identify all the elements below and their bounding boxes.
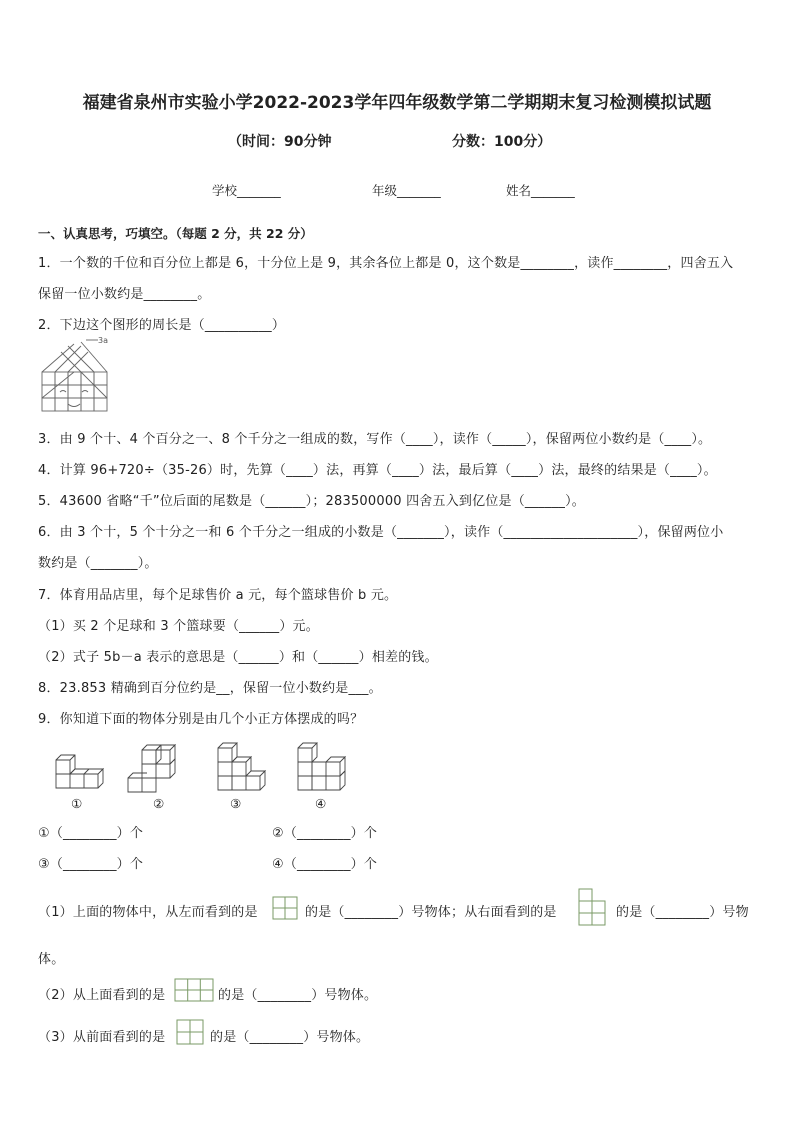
question-1-line-2: 保留一位小数约是________。 bbox=[38, 287, 211, 302]
question-7-part-2: （2）式子 5b－a 表示的意思是（______）和（______）相差的钱。 bbox=[38, 650, 438, 665]
question-9-part-1-a: （1）上面的物体中，从左而看到的是 bbox=[38, 905, 258, 920]
view-3x2-grid bbox=[174, 978, 214, 1002]
question-9-part-2-b: 的是（________）号物体。 bbox=[218, 988, 378, 1003]
question-4: 4．计算 96+720÷（35-26）时，先算（____）法，再算（____）法，最后算（____）法，最终的结果是（____）。 bbox=[38, 463, 717, 478]
question-3: 3．由 9 个十、4 个百分之一、8 个千分之一组成的数，写作（____），读作（_____），保留两位小数约是（____）。 bbox=[38, 432, 712, 447]
figure-label-1: ① bbox=[71, 796, 83, 811]
question-2: 2．下边这个图形的周长是（__________） bbox=[38, 318, 286, 333]
page-title: 福建省泉州市实验小学2022-2023学年四年级数学第二学期期末复习检测模拟试题 bbox=[82, 93, 712, 113]
school-field[interactable]: 学校_______ bbox=[212, 183, 281, 198]
question-9: 9．你知道下面的物体分别是由几个小正方体摆成的吗？ bbox=[38, 712, 364, 727]
answer-figure-4: ④（________）个 bbox=[272, 857, 378, 872]
question-7-part-1: （1）买 2 个足球和 3 个篮球要（______）元。 bbox=[38, 619, 319, 634]
figure-dimension-label: 3a bbox=[98, 336, 108, 345]
answer-figure-2: ②（________）个 bbox=[272, 826, 378, 841]
question-9-part-1-b: 的是（________）号物体；从右面看到的是 bbox=[305, 905, 557, 920]
perimeter-figure bbox=[36, 334, 116, 416]
name-field[interactable]: 姓名_______ bbox=[506, 183, 575, 198]
question-9-part-1-line-2: 体。 bbox=[38, 952, 65, 967]
exam-score: 分数：100分） bbox=[452, 134, 552, 150]
question-6-line-1: 6．由 3 个十，5 个十分之一和 6 个千分之一组成的小数是（_______），读作（____________________），保留两位小 bbox=[38, 525, 724, 540]
cube-figures bbox=[50, 738, 370, 798]
figure-label-2: ② bbox=[153, 796, 165, 811]
view-2x1-grid bbox=[272, 896, 298, 920]
exam-time: （时间：90分钟 bbox=[228, 134, 332, 150]
view-2x2-grid bbox=[176, 1019, 204, 1045]
question-8: 8．23.853 精确到百分位约是__，保留一位小数约是___。 bbox=[38, 681, 382, 696]
grade-field[interactable]: 年级_______ bbox=[372, 183, 441, 198]
figure-label-4: ④ bbox=[315, 796, 327, 811]
question-9-part-2-a: （2）从上面看到的是 bbox=[38, 988, 166, 1003]
answer-figure-1: ①（________）个 bbox=[38, 826, 144, 841]
answer-figure-3: ③（________）个 bbox=[38, 857, 144, 872]
question-9-part-1-c: 的是（________）号物 bbox=[616, 905, 749, 920]
question-1-line-1: 1．一个数的千位和百分位上都是 6，十分位上是 9，其余各位上都是 0，这个数是________，读作________，四舍五入 bbox=[38, 256, 734, 271]
figure-label-3: ③ bbox=[230, 796, 242, 811]
question-9-part-3-a: （3）从前面看到的是 bbox=[38, 1030, 166, 1045]
question-6-line-2: 数约是（_______）。 bbox=[38, 556, 158, 571]
view-tall-grid bbox=[578, 888, 606, 928]
question-9-part-3-b: 的是（________）号物体。 bbox=[210, 1030, 370, 1045]
question-5: 5．43600 省略“千”位后面的尾数是（______）；283500000 四舍五入到亿位是（______）。 bbox=[38, 494, 585, 509]
section-heading: 一、认真思考，巧填空。（每题 2 分，共 22 分） bbox=[38, 226, 313, 241]
question-7: 7．体育用品店里，每个足球售价 a 元，每个篮球售价 b 元。 bbox=[38, 588, 398, 603]
